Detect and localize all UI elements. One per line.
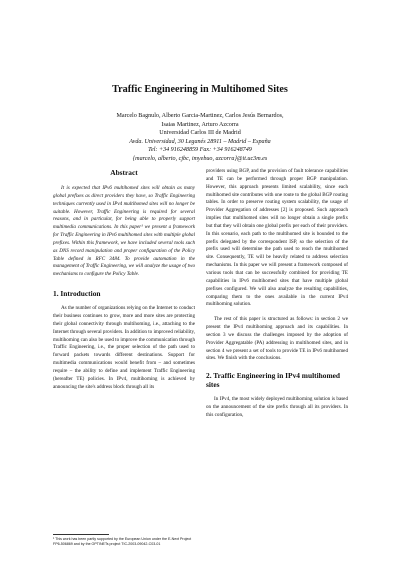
right-paragraph-1: providers using BGP, and the provision of fault tolerance capabilities and TE can be performed through proper BGP manipulation. However, this approach presents limited scalability, since each multihomed site contributes with one route to the global BGP routing tables. In order to preserve routing system scalability, the usage of Provider Aggregation of addresses [2] is proposed. Such approach implies that multihomed sites will no longer obtain a single prefix but that they will obtain one global prefix per each of their providers. In this scenario, each path to the multihomed site is bounded to the prefix delegated by the correspondent ISP, so the selection of the prefix used will determine the path used to reach the multihomed site. Consequently, TE will be heavily related to address selection mechanisms. In this paper we will present a framework composed of various tools that can be successfully combined for providing TE capabilities in IPv6 multihomed sites that have multiple global prefixes configured. We will also analyze the resulting capabilities, comparing them to the ones available in the current IPv4 multihoming solution. bbox=[206, 168, 348, 308]
paper-title: Traffic Engineering in Multihomed Sites bbox=[112, 84, 288, 95]
intro-paragraph-1: As the number of organizations relying on the Internet to conduct their business continues to grow, more and more sites are protecting their global connectivity through multihoming, i.e., attaching to the Internet through several providers. In addition to improved reliability, multihoming can also be used to improve the communication through Traffic Engineering, i.e., the proper selection of the path used to forward packets towards different destinations. Support for multimedia communications would benefit from – and sometimes require – the ability to define and implement Traffic Engineering (hereafter TE) policies. In IPv4, multihoming is achieved by announcing the site's address block through all its bbox=[53, 305, 195, 390]
footnote-rule bbox=[53, 534, 109, 535]
author-block bbox=[0, 112, 400, 164]
address: Avda. Universidad, 30 Leganés 28911 – Madrid – España bbox=[129, 138, 271, 145]
right-column bbox=[206, 168, 348, 420]
abstract-text: It is expected that IPv6 multihomed sites will obtain as many global prefixes as direct providers they have, so Traffic Engineering techniques currently used in IPv4 multihomed sites will no longer be suitable. However, Traffic Engineering is required for several reasons, and in particular, for being able to properly support multimedia communications. In this paper¹ we present a framework for Traffic Engineering in IPv6 multihomed sites with multiple global prefixes. Within this framework, we have included several tools such as DNS record manipulation and proper configuration of the Policy Table defined in RFC 3484. To provide automation in the management of Traffic Engineering, we will analyze the usage of two mechanisms to configure the Policy Table. bbox=[53, 185, 195, 278]
abstract-heading: Abstract bbox=[110, 168, 138, 177]
affiliation: Universidad Carlos III de Madrid bbox=[159, 130, 241, 137]
authors-line-2: Isaias Martinez, Arturo Azcorra bbox=[161, 121, 239, 128]
footnote: ¹ This work has been partly supported by the European Union under the E-Next Project FP6-506869 and by the OPTINETs project TIC-2003-09042-C03-01 bbox=[53, 537, 192, 546]
section-2-paragraph-1: In IPv4, the most widely deployed multihoming solution is based on the announcement of the site prefix through all its providers. In this configuration, bbox=[206, 396, 348, 418]
right-paragraph-2: The rest of this paper is structured as follows: in section 2 we present the IPv4 multihoming approach and its capabilities. In section 3 we discuss the challenges imposed by the adoption of Provider Aggregatable (PA) addressing in multihomed sites, and in section 4 we present a set of tools to provide TE in IPv6 multihomed sites. We finish with the conclusions. bbox=[206, 316, 348, 362]
section-1-heading: 1. Introduction bbox=[53, 289, 101, 299]
email-list: {marcelo, alberto, cjbc, imyebuo, azcorra}@it.uc3m.es bbox=[132, 155, 268, 162]
phone-fax: Tel: +34 916248859 Fax: +34 916248749 bbox=[148, 147, 252, 154]
section-2-heading: 2. Traffic Engineering in IPv4 multihomed sites bbox=[206, 371, 340, 390]
authors-line-1: Marcelo Bagnulo, Alberto Garcia-Martinez, Carlos Jesús Bernardos, bbox=[116, 113, 284, 119]
left-column bbox=[53, 168, 195, 391]
